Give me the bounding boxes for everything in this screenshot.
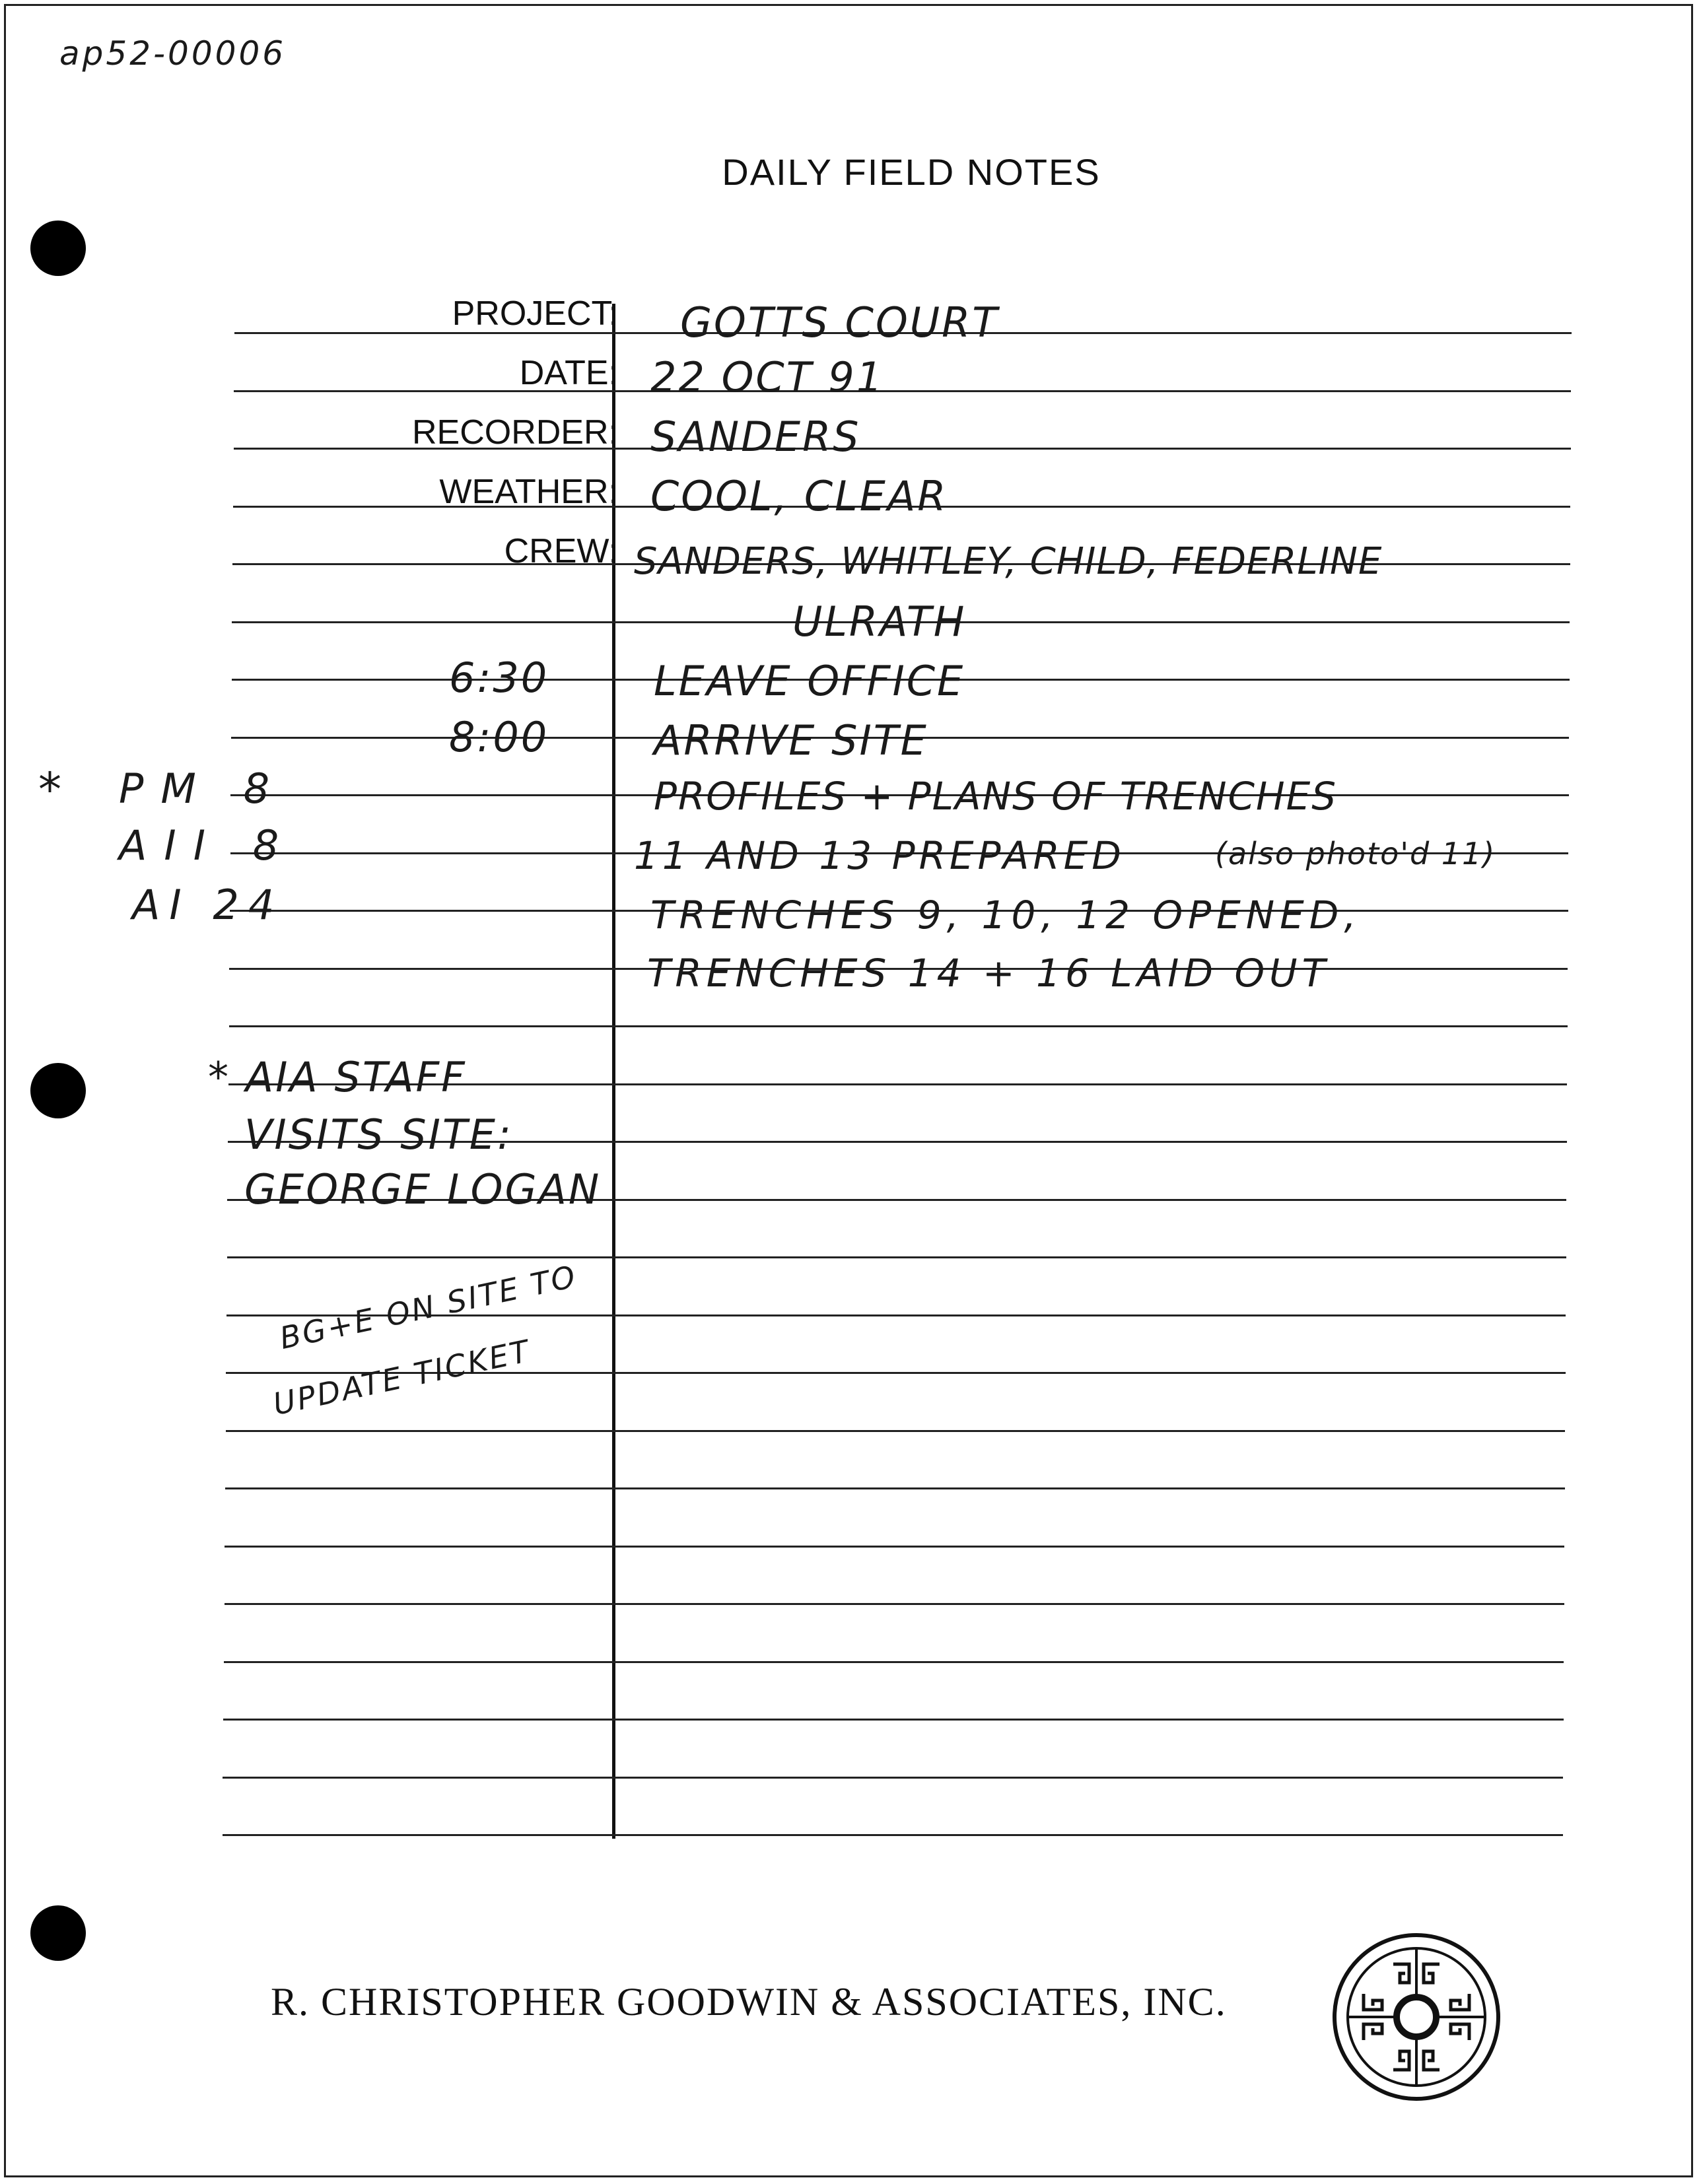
crew-value: SANDERS, WHITLEY, CHILD, FEDERLINE: [634, 540, 1383, 583]
punch-hole-top: [30, 221, 86, 276]
aia-note-line1: * AIA STAFF: [208, 1053, 467, 1101]
date-value: 22 OCT 91: [650, 353, 885, 401]
ruled-line: [225, 1603, 1564, 1605]
company-name: R. CHRISTOPHER GOODWIN & ASSOCIATES, INC.: [271, 1980, 1227, 2024]
aia-note-line3: GEORGE LOGAN: [244, 1165, 602, 1213]
ruled-line: [229, 1025, 1568, 1027]
log-entry-2: ARRIVE SITE: [654, 716, 928, 765]
ruled-line: [225, 1546, 1564, 1548]
ruled-line: [227, 1256, 1566, 1258]
page-title: DAILY FIELD NOTES: [722, 151, 1101, 193]
punch-hole-middle: [30, 1063, 86, 1118]
crew-value-line2: ULRATH: [792, 597, 967, 646]
ruled-line: [223, 1719, 1564, 1721]
company-logo-icon: [1331, 1931, 1502, 2103]
log-entry-5: TRENCHES 9, 10, 12 OPENED,: [650, 893, 1362, 938]
recorder-label: RECORDER:: [411, 413, 618, 452]
log-margin-4: AII 8: [119, 821, 296, 870]
date-label: DATE:: [519, 354, 618, 392]
log-time-1: 6:30: [449, 654, 549, 702]
log-margin-3: PM 8: [119, 765, 287, 813]
ruled-line: [226, 1430, 1565, 1432]
margin-star: *: [38, 763, 63, 817]
punch-hole-bottom: [30, 1905, 86, 1961]
aia-note-line2: VISITS SITE:: [244, 1110, 513, 1159]
log-margin-5: AI 24: [132, 881, 284, 929]
bge-note-line1: BG+E ON SITE TO: [276, 1258, 580, 1356]
ruled-line: [234, 390, 1571, 392]
log-entry-6: TRENCHES 14 + 16 LAID OUT: [647, 951, 1331, 996]
project-label: PROJECT:: [452, 294, 618, 333]
ruled-line: [225, 1487, 1565, 1489]
project-value: GOTTS COURT: [680, 298, 1000, 347]
log-time-2: 8:00: [449, 713, 549, 761]
bge-note-line2: UPDATE TICKET: [269, 1332, 534, 1422]
log-entry-3: PROFILES + PLANS OF TRENCHES: [654, 774, 1338, 819]
crew-label: CREW:: [504, 532, 618, 570]
log-entry-4: 11 AND 13 PREPARED: [634, 833, 1125, 878]
ruled-line: [223, 1777, 1563, 1779]
log-entry-4-note: (also photo'd 11): [1215, 836, 1496, 871]
weather-label: WEATHER:: [439, 473, 618, 511]
weather-value: COOL, CLEAR: [650, 472, 948, 520]
log-entry-1: LEAVE OFFICE: [654, 657, 965, 705]
ruled-line: [224, 1661, 1564, 1663]
recorder-value: SANDERS: [650, 413, 861, 461]
ruled-line: [223, 1834, 1563, 1836]
document-id: ap52-00006: [59, 34, 287, 73]
